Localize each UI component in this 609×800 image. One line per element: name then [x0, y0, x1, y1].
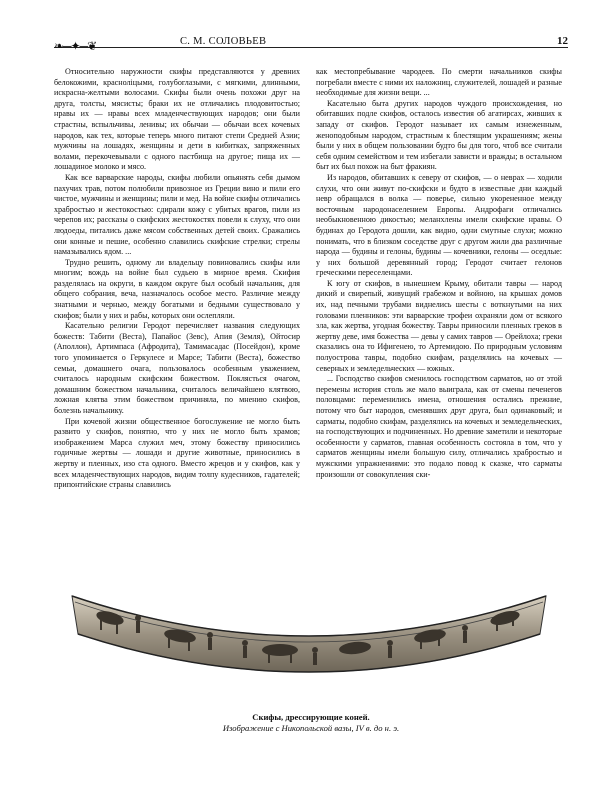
vase-frieze-illustration [70, 588, 548, 708]
paragraph: Как все варварские народы, скифы любили опьянять себя дымом пахучих трав, потом полюбили привозное из Греции вино и пили его чистое, мужчины и женщины; пили и мед. На войне скифы отличались храбростью и жестокостью: сдирали кожу с убитых врагов, пили из черепов их; рассказы о скифских жестокостях повели к слуху, что они людоеды, питались даже мясом собственных детей своих. Сражались они конные и пешие, особенно славились скифские стрелки; стрелы намазывались ядом. ... [54, 172, 300, 257]
caption-subtitle: Изображение с Никопольской вазы, IV в. до н. э. [222, 723, 400, 733]
header-rule [54, 47, 568, 48]
running-title: С. М. СОЛОВЬЕВ [176, 36, 270, 47]
frieze-band [72, 596, 546, 672]
paragraph: При кочевой жизни общественное богослужение не могло быть развито у скифов, понятно, что у них не могло быть храмов; изображением Марса служил меч, этому божеству приносились годичные жертвы — лошади и другие животные, приносились в жертву и пленных, изо ста одного. Вместо жрецов и у скифов, как у всех младенчествующих народов, видим толпу кудесников, гадателей; припонтийские страны славились [54, 416, 300, 490]
paragraph: Относительно наружности скифы представляются у древних белокожими, красноліцыми, голубоглазыми, с мягкими, длинными, искрасна-желтыми волосами. Скифы были очень похожи друг на друга, толсты, мясисты; браки их не отличались плодовитостью; нравы их — нравы всех младенчествующих народов; они были страстны, вспыльчивы, ленивы; их обычаи — обычаи всех кочевых народов, как тех, которые теперь много питают степи Средней Азии; мужчины на лошадях, женщины и дети в кибитках, запряженных волами, перекочевывали с одного пастбища на другое; пища их — лошадиное молоко и мясо. [54, 67, 300, 172]
paragraph: Касательно быта других народов чуждого происхождения, но обитавших подле скифов, осталось известия об агатирсах, живших к западу от скифов. Геродот называет их самым изнеженным, женоподобным народом, страстным к блестящим украшениям; жены были у них в общем пользовании будто бы для того, чтоб все считали себя одним семейством и тем избегали зависти и вражды; в остальном быт их был похож на быт фракиян. [316, 98, 562, 172]
paragraph: ... Господство скифов сменилось господством сарматов, но от этой перемены история столь же мало выиграла, как от смены печенегов половцами: переменились имена, отношения остались прежние, потому что быт народов, сменявших друг друга, был одинаковый; и сарматы, подобно скифам, разделялись на кочевых и земледельческих, на господствующих и подчиненных. Но древние заметили и некоторые особенности у сарматов, главная особенность состояла в том, что у сарматов женщины имели большую силу, отличались храбростью и мужскими упражнениями: это подало повод к сказке, что сарматы произошли от совокупления ски- [316, 374, 562, 479]
ornament-icon: ❧─✦─❦ [54, 39, 97, 53]
paragraph: Из народов, обитавших к северу от скифов, — о неврах — ходили слухи, что они живут по-скифски и будто в известные дни каждый невр обращался в волка — поверье, сильно укорененное между восточным народонаселением Европы. Андрофаги отличались необыкновенною дикостью; меланхлены имели скифские нравы. О будинах до Геродота дошли, как видно, одни смутные слухи; можно понимать, что в близком соседстве друг с другом жили два различные народа — будины и гелоны, будины — кочевники, гелоны — оседлые: у них большой деревянный город; Геродот считает гелонов греческими переселенцами. [316, 172, 562, 278]
page-header [54, 34, 568, 52]
right-column [316, 67, 562, 480]
left-column [54, 67, 300, 491]
paragraph: Трудно решить, одному ли владельцу повиновались скифы или многим; вождь на войне был судьею в мирное время. Скифия разделялась на округи, в каждом округе был особый начальник, для общего собрания, веча, назначалось особое место. Различие между знатными и чернью, между богатыми и бедными существовало у скифов; были у них и рабы, которых они ослепляли. [54, 257, 300, 320]
paragraph: К югу от скифов, в нынешнем Крыму, обитали тавры — народ дикий и свирепый, живущий грабежом и войною, на крышах домов их, над печными трубами виднелись шесты с воткнутыми на них головами пленников: эти варварские трофеи охраняли дом от всякого зла, как жертва, угодная божеству. Тавры приносили пленных греков в жертву деве, имя божества — девы у самих тавров — Орейлоха; греки сказались она то Ифигенею, то Артемидою. По природным условиям полуострова тавры, подобно скифам, разделялись на кочевых — северных и земледельческих — южных. [316, 278, 562, 373]
paragraph: Касательно религии Геродот перечисляет названия следующих божеств: Табити (Веста), Папайос (Зевс), Апия (Земля), Ойтосир (Аполлон), Артимпаса (Афродита), Тамимасадас (Посейдон), кроме того упоминается о Геркулесе и Марсе; Табити (Веста), божество семьи, домашнего очага, пользовалось особенным уважением, считалось народным скифским божеством. Поклясться очагом, домашним божеством начальника, считалось величайшею клятвою, ложная клятва этим божеством причиняла, по мнению скифов, болезнь начальнику. [54, 321, 300, 415]
vase-frieze-svg [70, 588, 548, 708]
paragraph: как местопребывание чародеев. По смерти начальников скифы погребали вместе с ними их наложниц, служителей, лошадей и разные необходимые для жизни вещи. ... [316, 67, 562, 98]
figure-caption [54, 712, 568, 734]
page-number: 12 [553, 35, 568, 47]
caption-title: Скифы, дрессирующие коней. [252, 712, 370, 722]
